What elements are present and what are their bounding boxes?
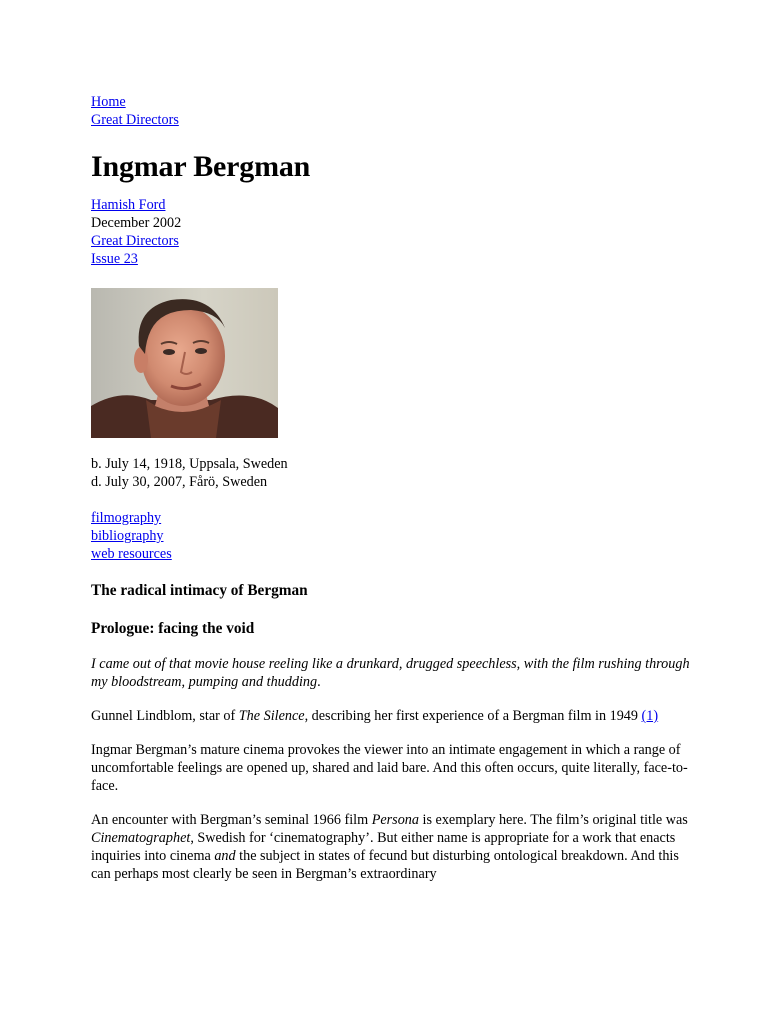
death-date: d. July 30, 2007, Fårö, Sweden bbox=[91, 474, 268, 490]
bio-dates bbox=[91, 455, 691, 491]
quote-attribution bbox=[91, 707, 691, 725]
web-resources-link[interactable]: web resources bbox=[91, 546, 172, 562]
attribution-text: Gunnel Lindblom, star of bbox=[91, 708, 239, 724]
issue-link[interactable]: Issue 23 bbox=[91, 251, 138, 267]
filmography-link[interactable]: filmography bbox=[91, 510, 162, 526]
film-title-persona: Persona bbox=[371, 812, 419, 828]
para-text: is exemplary here. The film’s original title was bbox=[418, 812, 688, 828]
birth-date: b. July 14, 1918, Uppsala, Sweden bbox=[91, 456, 288, 472]
category-link[interactable]: Great Directors bbox=[91, 233, 179, 249]
section-heading: Prologue: facing the void bbox=[91, 620, 255, 637]
attribution-text-2: , describing her first experience of a Bergman film in 1949 bbox=[304, 708, 642, 724]
breadcrumb bbox=[91, 93, 691, 129]
director-portrait bbox=[91, 288, 278, 438]
emphasis: and bbox=[214, 848, 236, 864]
resource-links bbox=[91, 509, 691, 563]
footnote-link[interactable]: (1) bbox=[641, 708, 659, 724]
film-title: The Silence bbox=[238, 708, 305, 724]
article-page bbox=[91, 93, 691, 883]
home-link[interactable]: Home bbox=[91, 94, 126, 110]
epigraph-quote bbox=[91, 655, 691, 691]
body-paragraph-2 bbox=[91, 811, 691, 883]
bibliography-link[interactable]: bibliography bbox=[91, 528, 164, 544]
quote-end: . bbox=[317, 674, 321, 690]
film-title-original: Cinematographet bbox=[91, 830, 191, 846]
author-link[interactable]: Hamish Ford bbox=[91, 197, 166, 213]
portrait-image bbox=[91, 288, 278, 438]
body-paragraph: Ingmar Bergman’s mature cinema provokes the viewer into an intimate engagement in which a range of uncomfortable feelings are opened up, shared and laid bare. And this often occurs, quite literally, face-to-face. bbox=[91, 742, 688, 794]
article-meta bbox=[91, 196, 691, 268]
para-text: An encounter with Bergman’s seminal 1966 film bbox=[91, 812, 372, 828]
para-text: , Swedish for ‘cinematography’. But either name is appropriate for a work that enacts inquiries into cinema bbox=[91, 830, 676, 864]
article-date: December 2002 bbox=[91, 215, 182, 231]
great-directors-link[interactable]: Great Directors bbox=[91, 112, 179, 128]
article-heading: The radical intimacy of Bergman bbox=[91, 582, 308, 599]
quote-text: I came out of that movie house reeling like a drunkard, drugged speechless, with the film rushing through my bloodstream, pumping and thudding bbox=[91, 656, 690, 690]
page-title: Ingmar Bergman bbox=[91, 150, 311, 183]
para-text: the subject in states of fecund but disturbing ontological breakdown. And this can perhaps most clearly be seen in Bergman’s extraordinary bbox=[91, 848, 679, 882]
